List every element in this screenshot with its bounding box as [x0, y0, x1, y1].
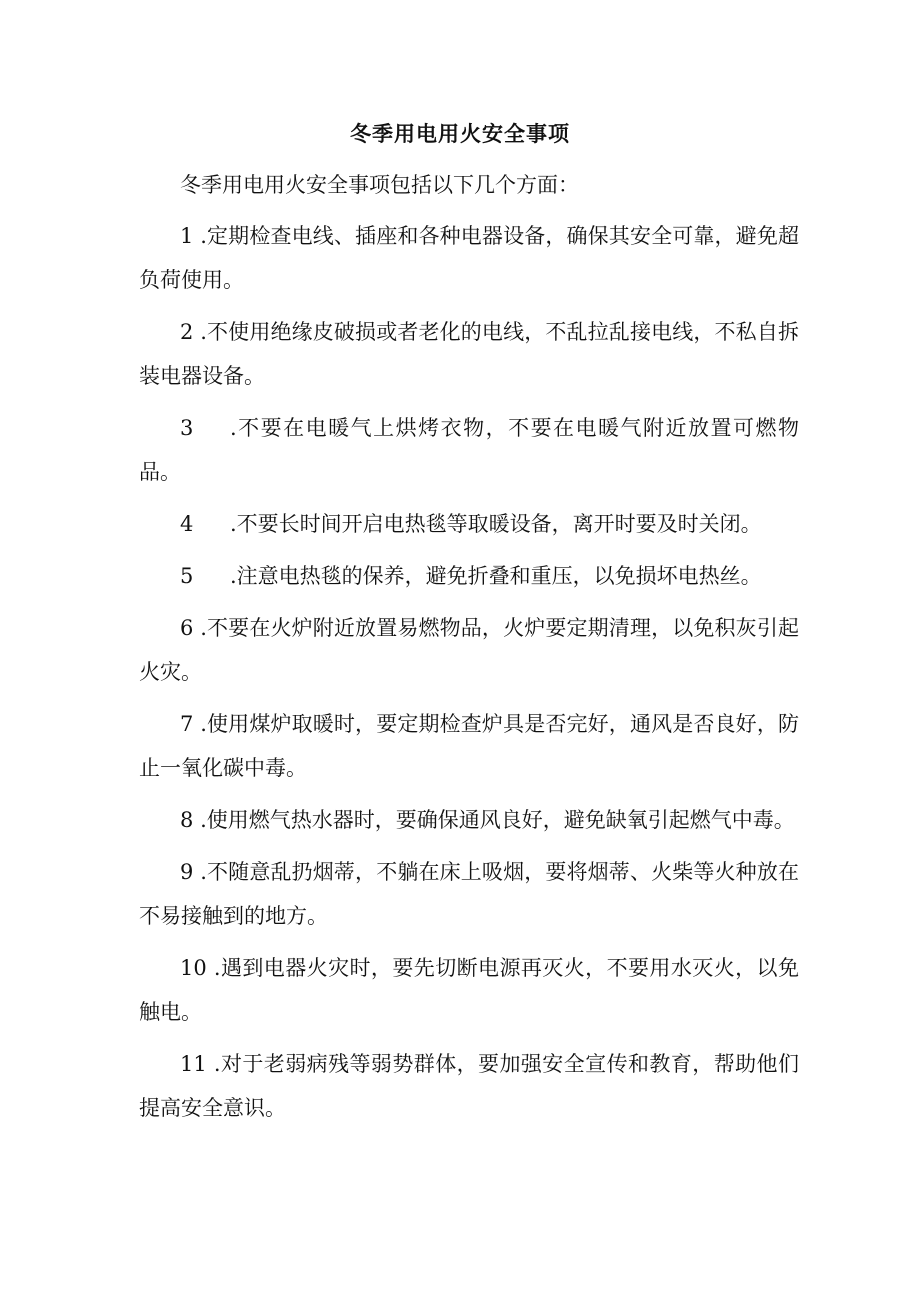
intro-paragraph: 冬季用电用火安全事项包括以下几个方面： [180, 173, 579, 197]
list-item [139, 702, 799, 790]
document-title: 冬季用电用火安全事项 [350, 121, 570, 146]
item-text: .定期检查电线、插座和各种电器设备，确保其安全可靠，避免超负荷使用。 [139, 224, 799, 292]
safety-list [139, 214, 799, 1138]
list-item [139, 310, 799, 398]
list-item [139, 406, 799, 494]
list-item [139, 606, 799, 694]
item-number: 4 [180, 512, 194, 536]
item-number: 10 [180, 956, 207, 980]
item-number: 1 [180, 224, 194, 248]
list-item [139, 554, 799, 598]
item-number: 11 [180, 1052, 207, 1076]
item-text: .不要在火炉附近放置易燃物品，火炉要定期清理，以免积灰引起火灾。 [139, 616, 799, 684]
item-number: 9 [180, 860, 194, 884]
item-number: 8 [180, 808, 194, 832]
item-number: 2 [180, 320, 194, 344]
list-item [139, 1042, 799, 1130]
item-number: 6 [180, 616, 194, 640]
list-item [139, 946, 799, 1034]
item-text: .注意电热毯的保养，避免折叠和重压，以免损坏电热丝。 [230, 564, 762, 588]
item-number: 7 [180, 712, 194, 736]
list-item [139, 798, 799, 842]
list-item [139, 850, 799, 938]
item-text: .不要长时间开启电热毯等取暖设备，离开时要及时关闭。 [230, 512, 762, 536]
item-text: .使用燃气热水器时，要确保通风良好，避免缺氧引起燃气中毒。 [200, 808, 795, 832]
list-item [139, 502, 799, 546]
item-number: 5 [180, 564, 194, 588]
item-text: .遇到电器火灾时，要先切断电源再灭火，不要用水灭火，以免触电。 [139, 956, 799, 1024]
list-item [139, 214, 799, 302]
item-text: .不使用绝缘皮破损或者老化的电线，不乱拉乱接电线，不私自拆装电器设备。 [139, 320, 799, 388]
item-number: 3 [180, 416, 194, 440]
item-text: .使用煤炉取暖时，要定期检查炉具是否完好，通风是否良好，防止一氧化碳中毒。 [139, 712, 799, 780]
item-text: .不要在电暖气上烘烤衣物，不要在电暖气附近放置可燃物品。 [139, 416, 799, 484]
item-text: .不随意乱扔烟蒂，不躺在床上吸烟，要将烟蒂、火柴等火种放在不易接触到的地方。 [139, 860, 799, 928]
item-text: .对于老弱病残等弱势群体，要加强安全宣传和教育，帮助他们提高安全意识。 [139, 1052, 799, 1120]
